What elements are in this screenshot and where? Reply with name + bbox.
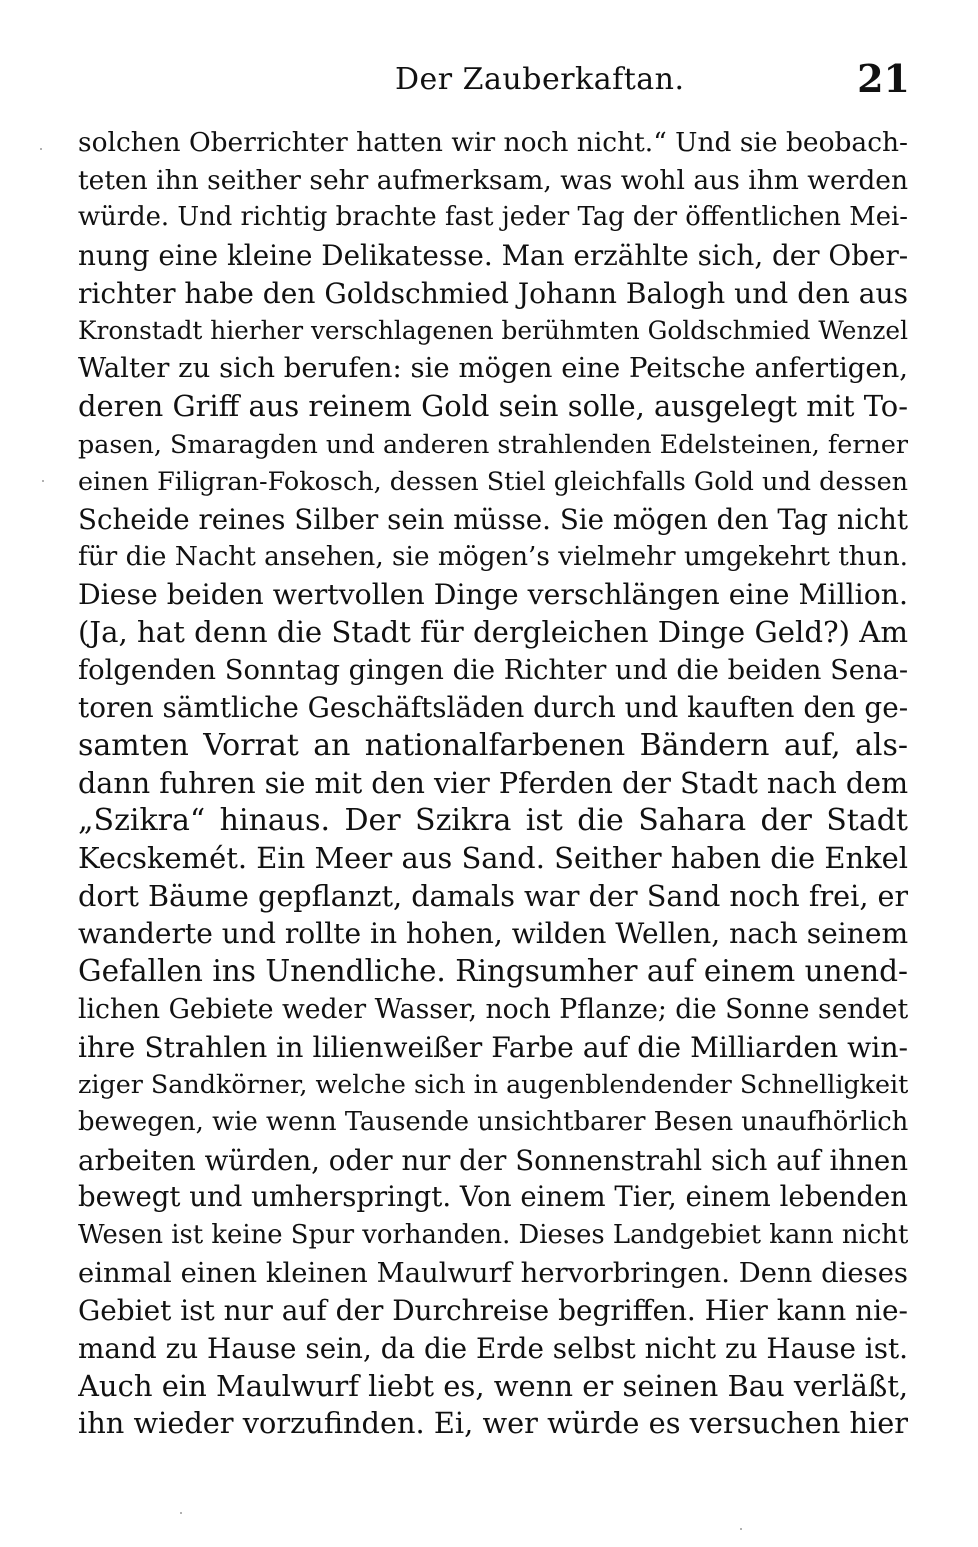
text-line: dann fuhren sie mit den vier Pferden der Stadt nach dem <box>78 765 908 800</box>
scan-speck <box>40 148 42 150</box>
text-line: wanderte und rollte in hohen, wilden Wellen, nach seinem <box>78 917 908 951</box>
text-line: samten Vorrat an nationalfarbenen Bändern auf, als- <box>78 728 908 763</box>
text-line: bewegen, wie wenn Tausende unsichtbarer Besen unaufhörlich <box>78 1106 908 1137</box>
text-line: „Szikra“ hinaus. Der Szikra ist die Sahara der Stadt <box>78 803 908 839</box>
text-line: ihn wieder vorzufinden. Ei, wer würde es versuchen hier <box>78 1406 908 1441</box>
text-line: Auch ein Maulwurf liebt es, wenn er seinen Bau verläßt, <box>78 1368 908 1403</box>
text-line: pasen, Smaragden und anderen strahlenden Edelsteinen, ferner <box>78 428 908 459</box>
text-line: folgenden Sonntag gingen die Richter und die beiden Sena- <box>78 654 908 686</box>
text-line: richter habe den Goldschmied Johann Balogh und den aus <box>78 276 908 310</box>
text-line: würde. Und richtig brachte fast jeder Tag der öffentlichen Mei- <box>78 202 908 233</box>
text-line: bewegt und umherspringt. Von einem Tier, einem lebenden <box>78 1181 908 1214</box>
text-line: einmal einen kleinen Maulwurf hervorbringen. Denn dieses <box>78 1257 908 1289</box>
text-line: (Ja, hat denn die Stadt für dergleichen Dinge Geld?) Am <box>78 614 908 649</box>
text-line: mand zu Hause sein, da die Erde selbst nicht zu Hause ist. <box>78 1332 908 1365</box>
text-line: Diese beiden wertvollen Dinge verschlängen eine Million. <box>78 578 908 612</box>
text-line: einen Filigran-Fokosch, dessen Stiel gleichfalls Gold und dessen <box>78 466 908 497</box>
text-line: toren sämtliche Geschäftsläden durch und kauften den ge- <box>78 691 908 725</box>
text-line: Kronstadt hierher verschlagenen berühmten Goldschmied Wenzel <box>78 316 908 346</box>
running-title: Der Zauberkaftan. <box>395 62 685 97</box>
page-number: 21 <box>857 56 910 101</box>
scan-speck <box>740 1528 742 1530</box>
text-line: solchen Oberrichter hatten wir noch nicht.“ Und sie beobach- <box>78 127 908 158</box>
text-line: Wesen ist keine Spur vorhanden. Dieses Landgebiet kann nicht <box>78 1219 908 1250</box>
text-line: Gebiet ist nur auf der Durchreise begriffen. Hier kann nie- <box>78 1294 908 1328</box>
scan-speck <box>180 1512 182 1514</box>
text-line: Gefallen ins Unendliche. Ringsumher auf einem unend- <box>78 954 908 989</box>
text-line: teten ihn seither sehr aufmerksam, was wohl aus ihm werden <box>78 164 908 196</box>
text-line: dort Bäume gepflanzt, damals war der Sand noch frei, er <box>78 878 908 913</box>
text-line: arbeiten würden, oder nur der Sonnenstrahl sich auf ihnen <box>78 1143 908 1177</box>
text-line: ihre Strahlen in lilienweißer Farbe auf die Milliarden win- <box>78 1030 908 1064</box>
scan-speck <box>42 480 44 482</box>
text-line: nung eine kleine Delikatesse. Man erzählte sich, der Ober- <box>78 239 908 273</box>
text-line: ziger Sandkörner, welche sich in augenblendender Schnelligkeit <box>78 1069 908 1100</box>
text-line: deren Griff aus reinem Gold sein solle, ausgelegt mit To- <box>78 388 908 423</box>
text-line: Kecskemét. Ein Meer aus Sand. Seither haben die Enkel <box>78 841 908 876</box>
body-text <box>78 124 908 1443</box>
text-line: für die Nacht ansehen, sie mögen’s vielmehr umgekehrt thun. <box>78 541 908 572</box>
text-line: Scheide reines Silber sein müsse. Sie mögen den Tag nicht <box>78 502 908 536</box>
text-line: lichen Gebiete weder Wasser, noch Pflanze; die Sonne sendet <box>78 993 908 1025</box>
text-line: Walter zu sich berufen: sie mögen eine Peitsche anfertigen, <box>78 353 908 385</box>
